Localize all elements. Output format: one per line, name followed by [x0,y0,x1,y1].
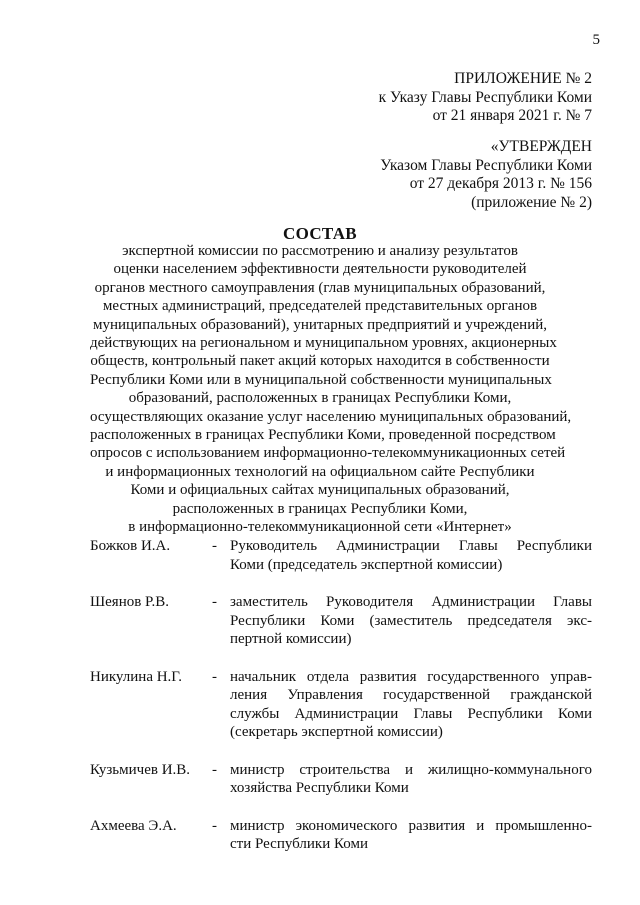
member-role-line: Руководитель Администрации Главы Республики [230,538,592,554]
member-name: Божков И.А. [90,538,171,554]
member-dash: - [212,668,217,685]
page-number: 5 [592,32,600,48]
subtitle-line: в информационно-телекоммуникационной сети «Интернет» [128,519,512,536]
approved-block [380,138,592,212]
appendix-line: от 21 января 2021 г. № 7 [432,107,592,124]
subtitle-line: оценки населением эффективности деятельности руководителей [113,261,527,278]
member-role-line: заместитель Руководителя Администрации Главы [230,594,592,610]
member-row [90,761,592,798]
subtitle-line: экспертной комиссии по рассмотрению и анализу результатов [122,243,518,259]
subtitle-line: муниципальных образований), унитарных предприятий и учреждений, [92,316,548,333]
subtitle-line: осуществляющих оказание услуг населению муниципальных образований, [90,408,572,425]
approved-line: «УТВЕРЖДЕН [490,138,592,155]
member-row [90,817,592,854]
subtitle-line: обществ, контрольный пакет акций которых находится в собственности [90,353,550,370]
member-role-line: Коми (председатель экспертной комиссии) [230,556,503,573]
member-name: Кузьмичев И.В. [90,761,191,778]
document-subtitle [90,242,572,537]
member-role-line: (секретарь экспертной комиссии) [230,724,443,740]
appendix-line: к Указу Главы Республики Коми [378,88,592,106]
subtitle-line: Коми и официальных сайтах муниципальных образований, [130,482,510,499]
approved-line: Указом Главы Республики Коми [380,156,592,174]
approved-line: (приложение № 2) [471,193,592,211]
subtitle-line: органов местного самоуправления (глав муниципальных образований, [94,279,546,296]
member-role [230,817,592,854]
member-dash: - [212,594,217,610]
member-name: Никулина Н.Г. [90,668,183,685]
member-role-line: пертной комиссии) [230,631,352,647]
member-role-line: Республики Коми (заместитель председателя экс- [230,612,592,629]
member-role-line: службы Администрации Главы Республики Коми [230,705,592,722]
subtitle-line: действующих на региональном и муниципальном уровнях, акционерных [90,335,557,352]
approved-line: от 27 декабря 2013 г. № 156 [409,175,592,192]
member-role-line: министр экономического развития и промышленно- [230,817,592,834]
member-name: Шеянов Р.В. [90,594,170,610]
member-dash: - [212,538,217,554]
subtitle-line: расположенных в границах Республики Коми, проведенной посредством [90,427,556,444]
member-role-line: хозяйства Республики Коми [230,780,409,796]
appendix-line: ПРИЛОЖЕНИЕ № 2 [454,70,592,87]
members-list [90,537,592,873]
member-role [230,761,592,798]
member-row [90,593,592,649]
member-name: Ахмеева Э.А. [90,817,177,834]
subtitle-line: расположенных в границах Республики Коми, [172,500,468,517]
member-row [90,537,592,574]
member-role [230,537,592,574]
subtitle-line: и информационных технологий на официальном сайте Республики [105,463,535,480]
subtitle-line: Республики Коми или в муниципальной собственности муниципальных [90,371,552,388]
member-dash: - [212,761,217,778]
member-row [90,668,592,742]
subtitle-line: местных администраций, председателей представительных органов [102,298,538,315]
member-role-line: начальник отдела развития государственного управ- [230,668,592,685]
member-dash: - [212,817,217,834]
subtitle-line: опросов с использованием информационно-телекоммуникационных сетей [90,445,566,462]
member-role-line: министр строительства и жилищно-коммунального [230,761,592,778]
document-heading: СОСТАВ [283,224,357,243]
appendix-block [379,70,592,126]
member-role [230,593,592,649]
subtitle-line: образований, расположенных в границах Республики Коми, [128,390,512,407]
member-role-line: ления Управления государственной гражданской [230,687,592,703]
member-role-line: сти Республики Коми [230,836,368,852]
member-role [230,668,592,742]
